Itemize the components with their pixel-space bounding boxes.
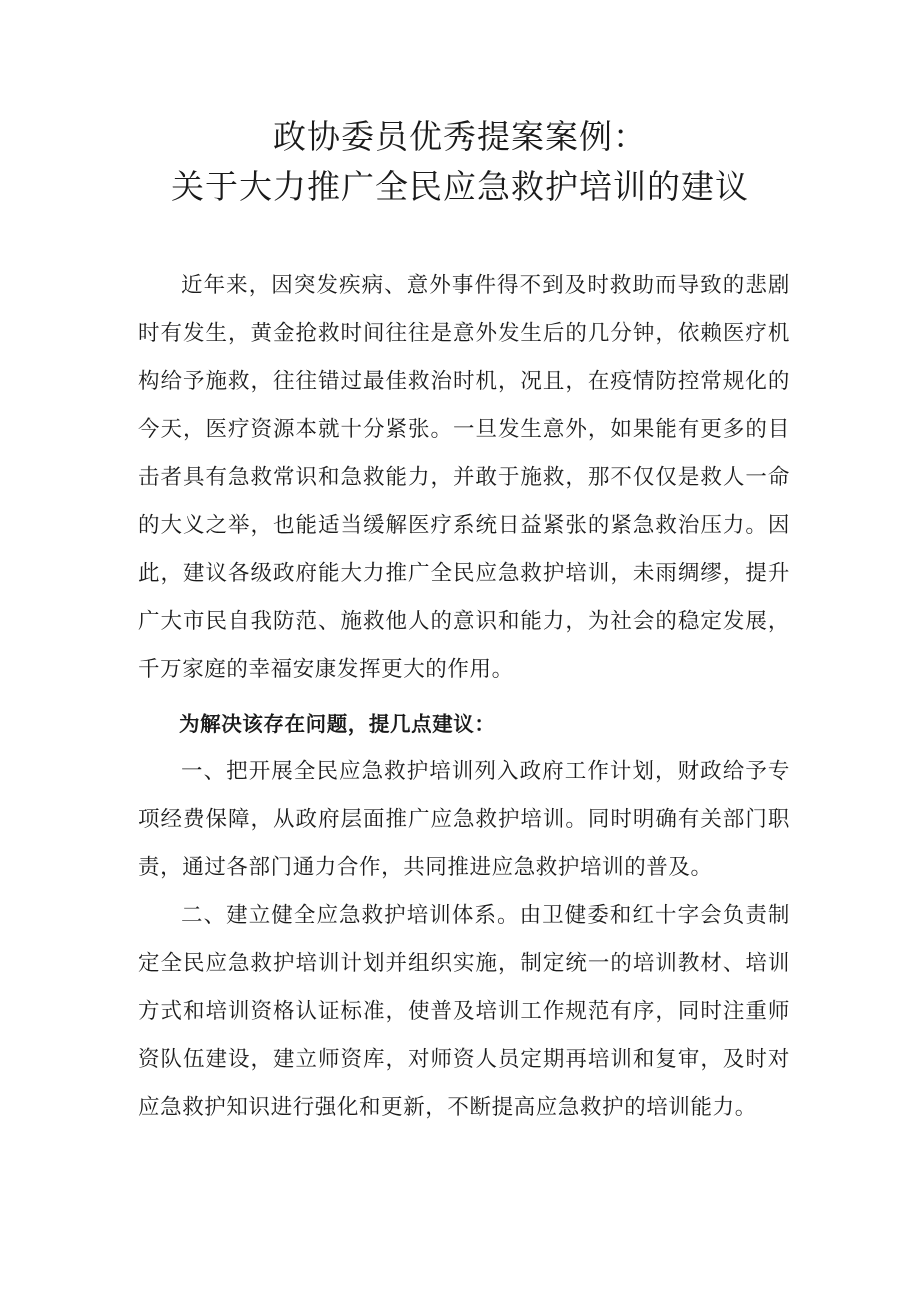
title-line-2: 关于大力推广全民应急救护培训的建议 <box>171 167 749 206</box>
title-line-1: 政协委员优秀提案案例： <box>273 117 647 156</box>
suggestion-paragraph-1: 一、把开展全民应急救护培训列入政府工作计划，财政给予专项经费保障，从政府层面推广应急救护培训。同时明确有关部门职责，通过各部门通力合作，共同推进应急救护培训的普及。 <box>138 759 790 880</box>
suggestion-paragraph-2: 二、建立健全应急救护培训体系。由卫健委和红十字会负责制定全民应急救护培训计划并组织实施，制定统一的培训教材、培训方式和培训资格认证标准，使普及培训工作规范有序，同时注重师资队伍建设，建立师资库，对师资人员定期再培训和复审，及时对应急救护知识进行强化和更新，不断提高应急救护的培训能力。 <box>138 903 790 1120</box>
document-title <box>0 112 920 212</box>
section-heading: 为解决该存在问题，提几点建议： <box>179 712 496 736</box>
intro-paragraph: 近年来，因突发疾病、意外事件得不到及时救助而导致的悲剧时有发生，黄金抢救时间往往是意外发生后的几分钟，依赖医疗机构给予施救，往往错过最佳救治时机，况且，在疫情防控常规化的今天，医疗资源本就十分紧张。一旦发生意外，如果能有更多的目击者具有急救常识和急救能力，并敢于施救，那不仅仅是救人一命的大义之举，也能适当缓解医疗系统日益紧张的紧急救治压力。因此，建议各级政府能大力推广全民应急救护培训，未雨绸缪，提升广大市民自我防范、施救他人的意识和能力，为社会的稳定发展，千万家庭的幸福安康发挥更大的作用。 <box>138 273 790 682</box>
document-body <box>138 262 790 1132</box>
